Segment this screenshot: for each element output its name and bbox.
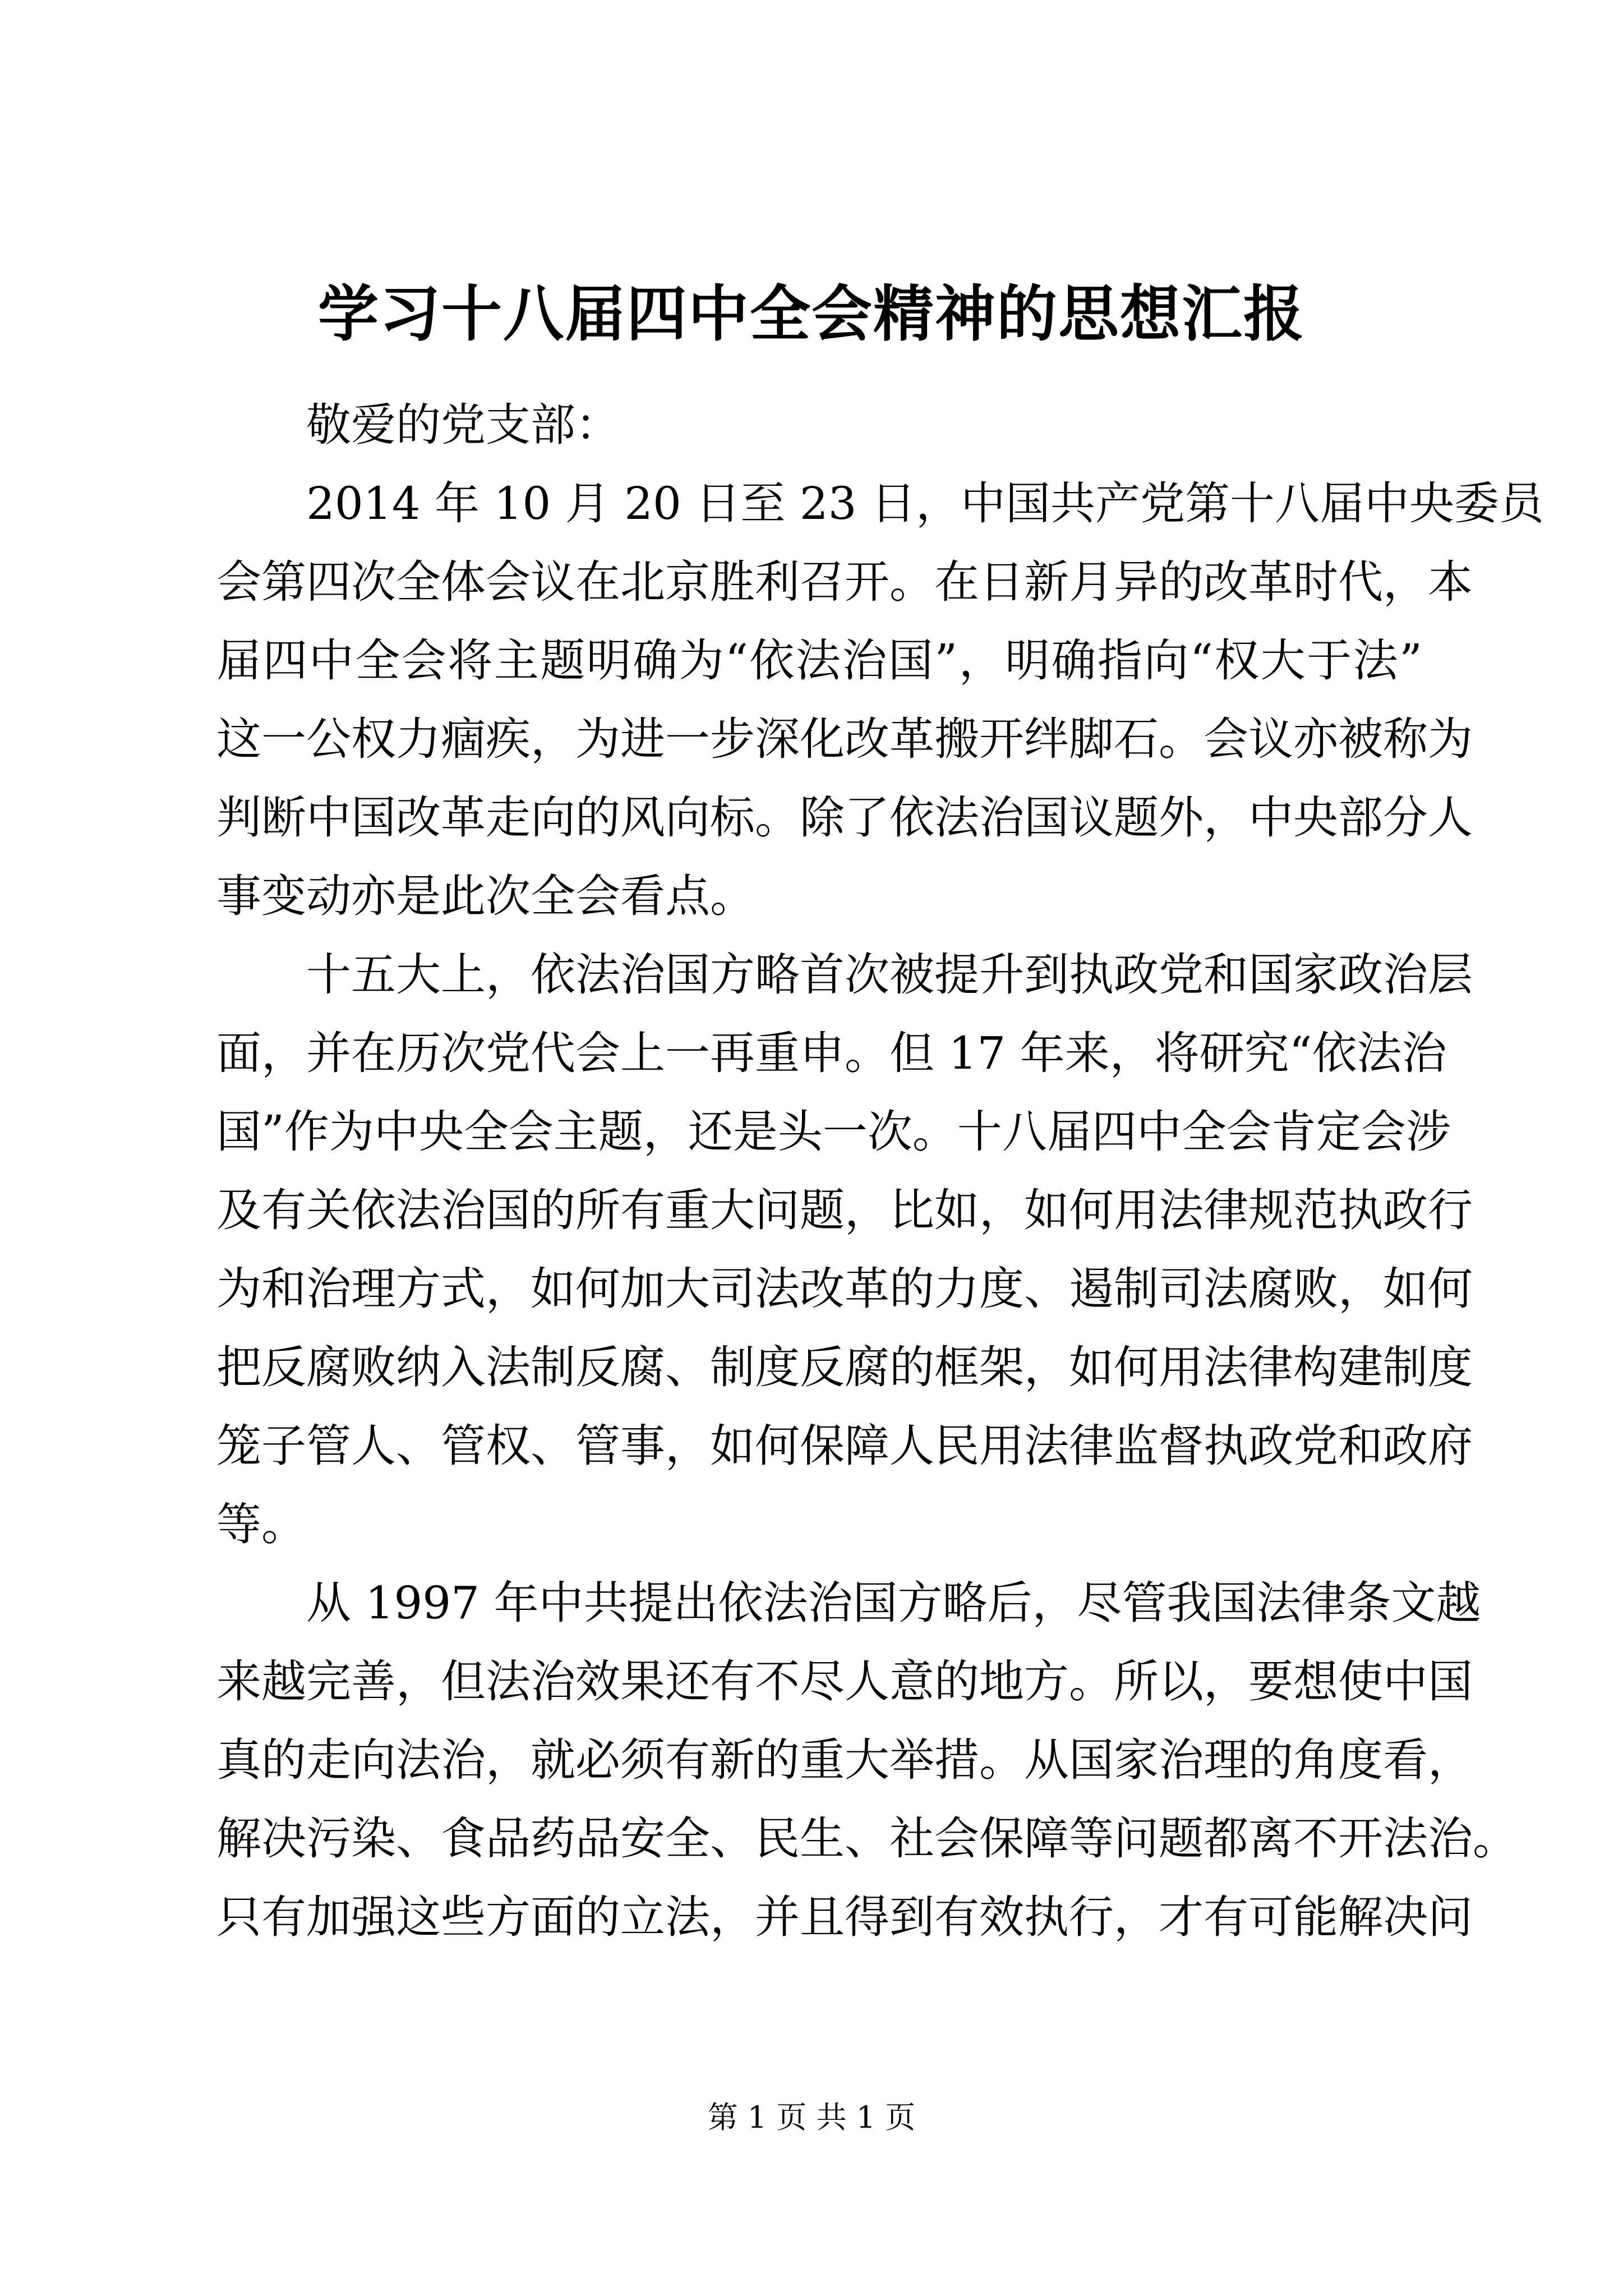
paragraph-line: 2014 年 10 月 20 日至 23 日，中国共产党第十八届中央委员	[306, 477, 1544, 530]
paragraph-line: 届四中全会将主题明确为“依法治国”，明确指向“权大于法”	[216, 634, 1422, 687]
paragraph-line: 从 1997 年中共提出依法治国方略后，尽管我国法律条文越	[306, 1577, 1481, 1629]
paragraph-line: 解决污染、食品药品安全、民生、社会保障等问题都离不开法治。	[216, 1812, 1518, 1865]
paragraph-line: 国”作为中央全会主题，还是头一次。十八届四中全会肯定会涉	[216, 1106, 1451, 1158]
paragraph-line: 等。	[216, 1498, 306, 1550]
paragraph-line: 事变动亦是此次全会看点。	[216, 870, 755, 922]
page-footer: 第 1 页 共 1 页	[707, 2100, 916, 2135]
salutation: 敬爱的党支部：	[306, 399, 620, 451]
paragraph-line: 来越完善，但法治效果还有不尽人意的地方。所以，要想使中国	[216, 1655, 1473, 1708]
paragraph-line: 判断中国改革走向的风向标。除了依法治国议题外，中央部分人	[216, 792, 1473, 844]
paragraph-line: 会第四次全体会议在北京胜利召开。在日新月异的改革时代，本	[216, 556, 1473, 608]
paragraph-line: 及有关依法治国的所有重大问题，比如，如何用法律规范执政行	[216, 1184, 1473, 1236]
document-title: 学习十八届四中全会精神的思想汇报	[317, 279, 1305, 349]
paragraph-line: 把反腐败纳入法制反腐、制度反腐的框架，如何用法律构建制度	[216, 1341, 1473, 1393]
paragraph-line: 面，并在历次党代会上一再重申。但 17 年来，将研究“依法治	[216, 1027, 1447, 1079]
paragraph-line: 只有加强这些方面的立法，并且得到有效执行，才有可能解决问	[216, 1891, 1473, 1943]
paragraph-line: 这一公权力痼疾，为进一步深化改革搬开绊脚石。会议亦被称为	[216, 713, 1473, 765]
paragraph-line: 笼子管人、管权、管事，如何保障人民用法律监督执政党和政府	[216, 1420, 1473, 1472]
paragraph-line: 十五大上，依法治国方略首次被提升到执政党和国家政治层	[306, 949, 1473, 1001]
paragraph-line: 为和治理方式，如何加大司法改革的力度、遏制司法腐败，如何	[216, 1263, 1473, 1315]
paragraph-line: 真的走向法治，就必须有新的重大举措。从国家治理的角度看，	[216, 1734, 1473, 1786]
